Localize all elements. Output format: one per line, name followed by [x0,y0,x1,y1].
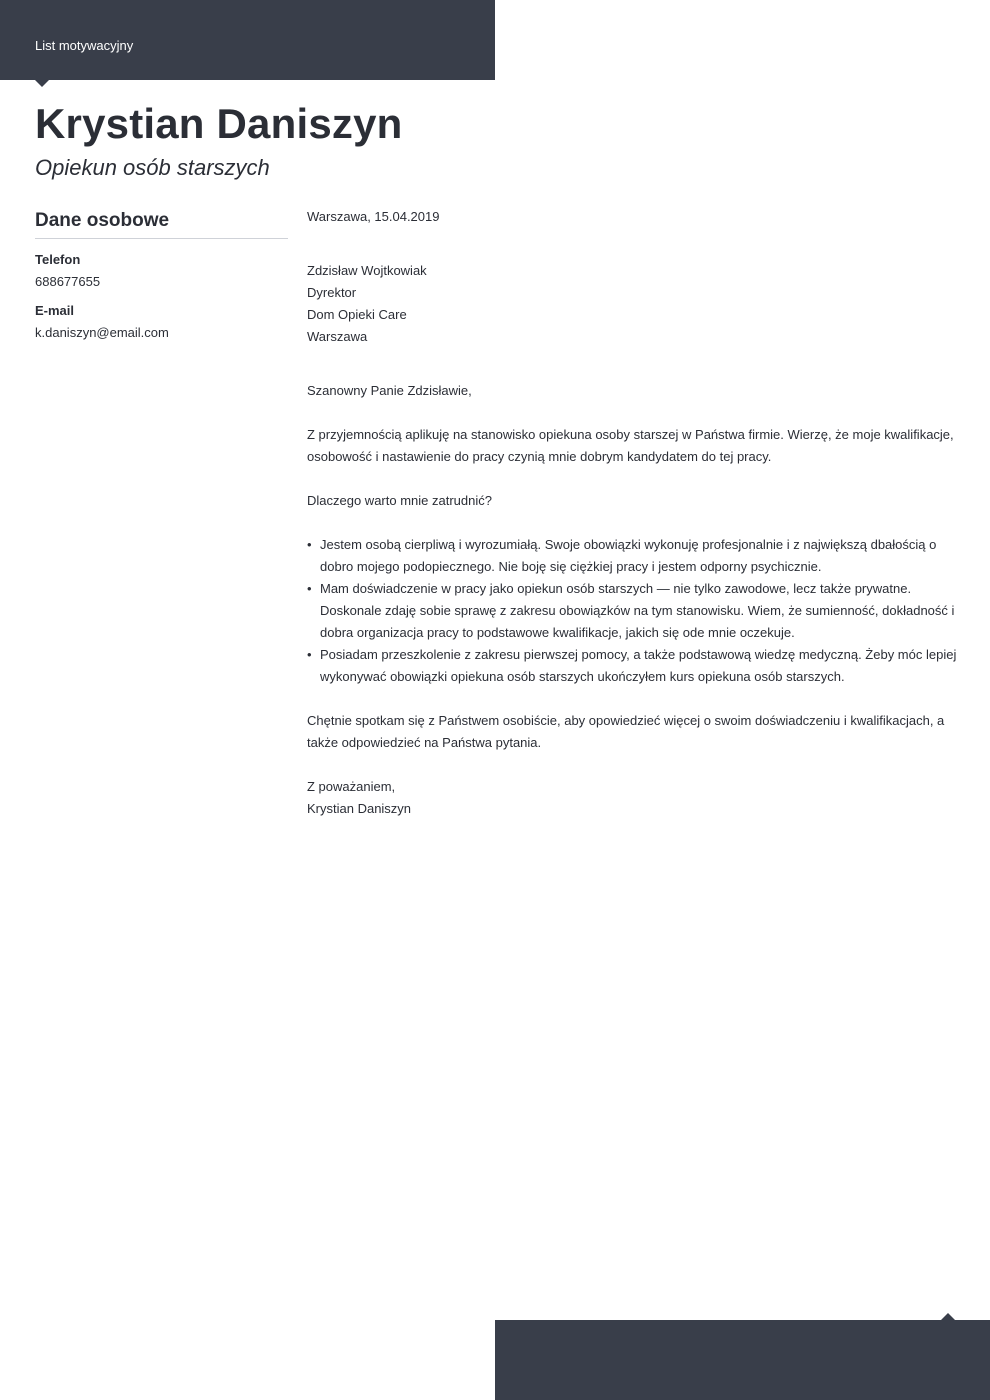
list-item-text: Jestem osobą cierpliwą i wyrozumiałą. Swoje obowiązki wykonuję profesjonalnie i z największą dbałością o dobro mojego podopiecznego. Nie boję się ciężkiej pracy i jestem odporny psychicznie. [320,537,937,574]
recipient-city: Warszawa [307,329,368,344]
personal-data-heading: Dane osobowe [35,210,288,239]
recipient-position: Dyrektor [307,285,357,300]
recipient-company: Dom Opieki Care [307,307,407,322]
phone-label: Telefon [35,252,81,267]
email-label: E-mail [35,303,75,318]
candidate-name: Krystian Daniszyn [35,100,403,147]
recipient-block [307,260,957,348]
letter-closing: Z poważaniem, [307,779,396,794]
list-item [307,578,957,644]
phone-value: 688677655 [35,274,101,289]
list-item [307,644,957,688]
letter-date-place: Warszawa, 15.04.2019 [307,209,440,224]
email-value: k.daniszyn@email.com [35,325,169,340]
list-item-text: Posiadam przeszkolenie z zakresu pierwszej pomocy, a także podstawową wiedzę medyczną. Żeby móc lepiej wykonywać obowiązki opiekuna osób starszych ukończyłem kurs opiekuna osób starszych. [320,647,957,684]
bullet-icon: • [307,537,312,552]
footer-band [495,1320,990,1400]
list-item [307,534,957,578]
bullet-icon: • [307,581,312,596]
footer-notch [941,1313,955,1320]
document-type-label: List motywacyjny [35,38,134,53]
recipient-name: Zdzisław Wojtkowiak [307,263,427,278]
candidate-job-title: Opiekun osób starszych [35,155,270,180]
letter-closing-paragraph: Chętnie spotkam się z Państwem osobiście, aby opowiedzieć więcej o swoim doświadczeniu i kwalifikacjach, a także odpowiedzieć na Państwa pytania. [307,713,945,750]
personal-data-section [35,210,288,341]
qualifications-list [307,534,957,688]
list-item-text: Mam doświadczenie w pracy jako opiekun osób starszych — nie tylko zawodowe, lecz także prywatne. Doskonale zdaję sobie sprawę z zakresu obowiązków na tym stanowisku. Wiem, że sumienność, dokładność i dobra organizacja pracy to podstawowe kwalifikacje, jakich się ode mnie oczekuje. [320,581,955,640]
letter-signature: Krystian Daniszyn [307,801,412,816]
header-notch [35,80,49,87]
letter-intro: Z przyjemnością aplikuję na stanowisko opiekuna osoby starszej w Państwa firmie. Wierzę, że moje kwalifikacje, osobowość i nastawienie do pracy czynią mnie dobrym kandydatem do tej pracy. [307,427,954,464]
letter-question: Dlaczego warto mnie zatrudnić? [307,493,492,508]
letter-body [307,206,957,820]
letter-salutation: Szanowny Panie Zdzisławie, [307,383,472,398]
bullet-icon: • [307,647,312,662]
header-band [0,0,495,80]
